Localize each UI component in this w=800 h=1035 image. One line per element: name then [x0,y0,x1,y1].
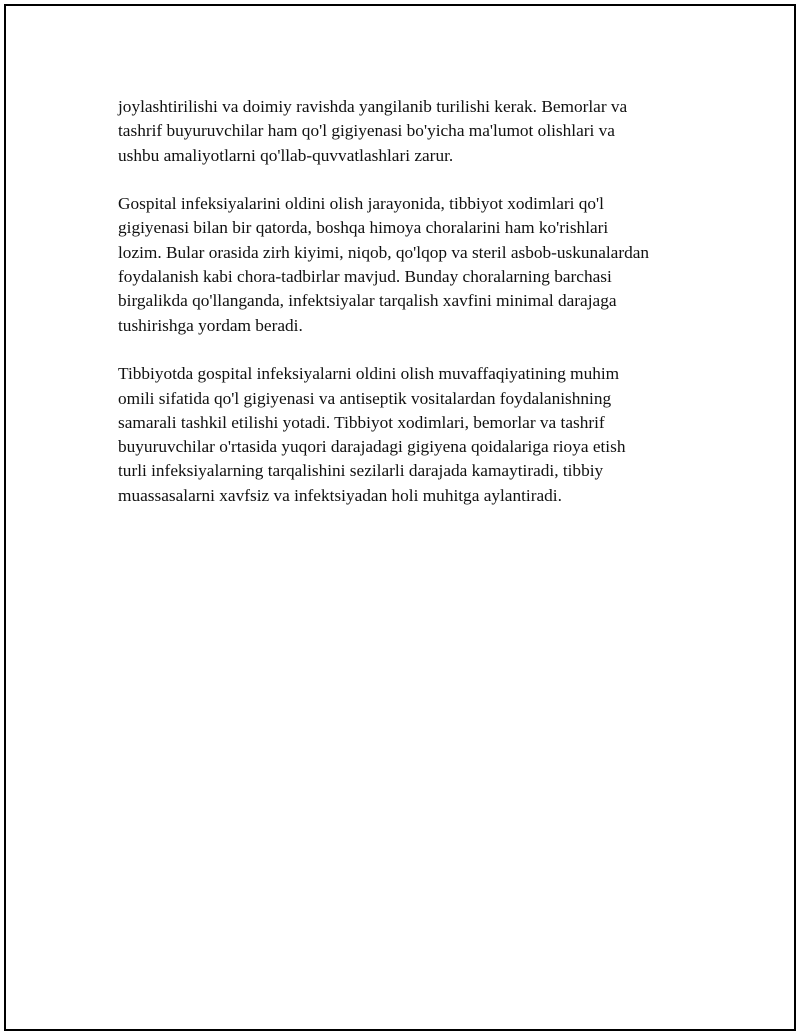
document-body [118,95,708,532]
paragraph-3 [118,362,708,508]
text-line: buyuruvchilar o'rtasida yuqori darajadagi gigiyena qoidalariga rioya etish [118,437,626,457]
text-line: joylashtirilishi va doimiy ravishda yangilanib turilishi kerak. Bemorlar va [118,97,628,116]
text-line: tashrif buyuruvchilar ham qo'l gigiyenasi bo'yicha ma'lumot olishlari va [118,121,615,141]
text-line: ushbu amaliyotlarni qo'llab-quvvatlashlari zarur. [118,145,454,165]
text-line: gigiyenasi bilan bir qatorda, boshqa himoya choralarini ham ko'rishlari [118,218,609,238]
text-line: turli infeksiyalarning tarqalishini sezilarli darajada kamaytiradi, tibbiy [118,461,604,481]
page-frame [4,4,796,1031]
paragraph-2 [118,192,708,338]
text-line: omili sifatida qo'l gigiyenasi va antiseptik vositalardan foydalanishning [118,388,612,408]
text-line: muassasalarni xavfsiz va infektsiyadan holi muhitga aylantiradi. [118,485,562,505]
text-line: samarali tashkil etilishi yotadi. Tibbiyot xodimlari, bemorlar va tashrif [118,412,605,432]
text-line: lozim. Bular orasida zirh kiyimi, niqob, qo'lqop va steril asbob-uskunalardan [118,242,650,262]
text-line: Tibbiyotda gospital infeksiyalarni oldini olish muvaffaqiyatining muhim [118,364,620,384]
text-line: foydalanish kabi chora-tadbirlar mavjud. Bunday choralarning barchasi [118,267,612,287]
text-line: Gospital infeksiyalarini oldini olish jarayonida, tibbiyot xodimlari qo'l [118,194,604,214]
text-line: birgalikda qo'llanganda, infektsiyalar tarqalish xavfini minimal darajaga [118,291,617,311]
paragraph-1 [118,95,708,168]
text-line: tushirishga yordam beradi. [118,315,303,335]
